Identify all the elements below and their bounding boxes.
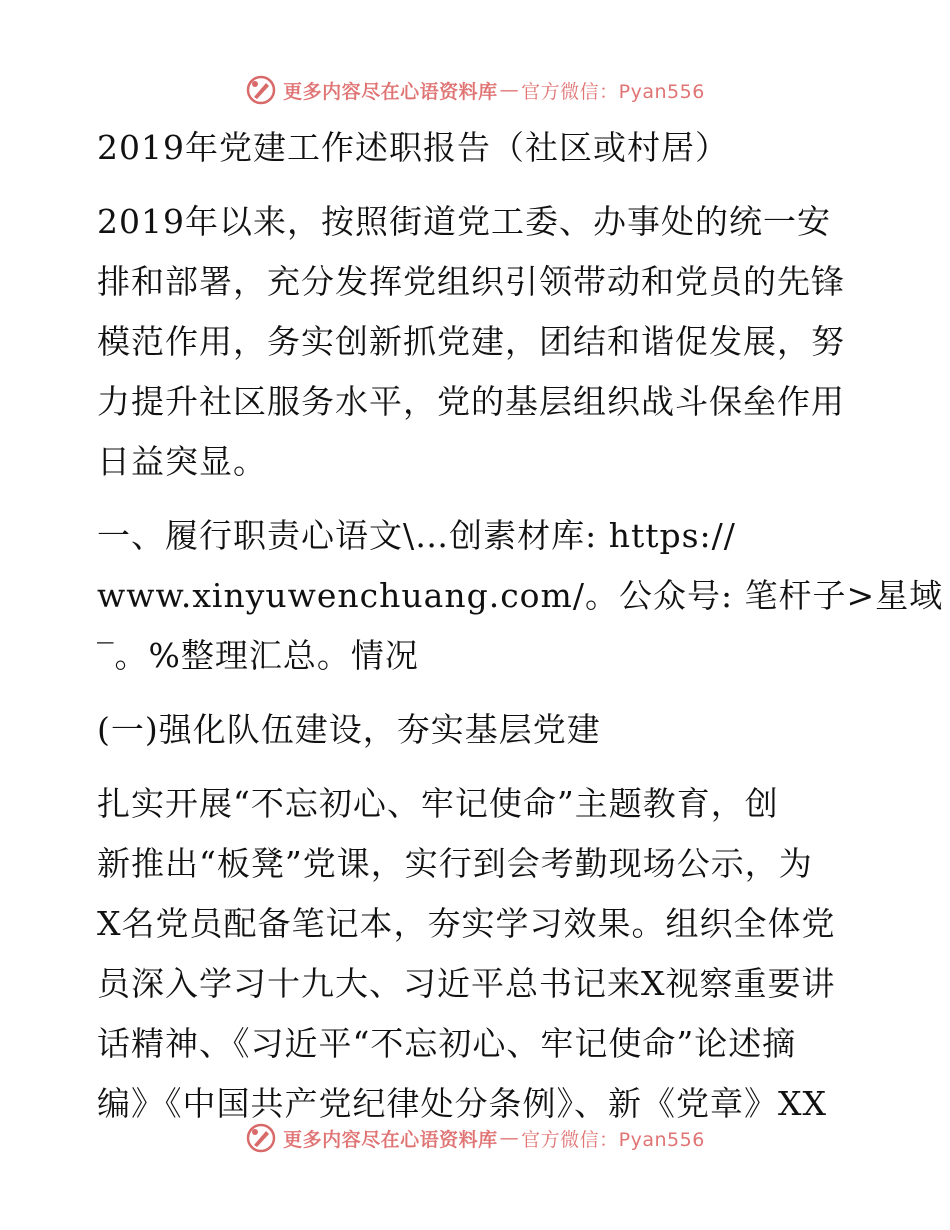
watermark-text: 更多内容尽在心语资料库: [283, 80, 498, 103]
document-body: [97, 118, 944, 1134]
watermark-contact: 官方微信：Pyan556: [521, 80, 705, 103]
text-line: www.xinyuwenchuang.com/。公众号: 笔杆子>星域: [97, 576, 944, 615]
text-line: 员深入学习十九大、习近平总书记来X视察重要讲: [97, 964, 836, 1003]
paragraph-subheading: [97, 700, 857, 760]
watermark-contact: 官方微信：Pyan556: [521, 1128, 705, 1151]
watermark-dash: —: [499, 79, 520, 101]
text-line: (一)强化队伍建设，夯实基层党建: [97, 710, 601, 749]
text-line: 一、履行职责心语文\…创素材库: https://: [97, 516, 736, 555]
text-line: 话精神、《习近平“不忘初心、牢记使命”论述摘: [97, 1024, 797, 1063]
watermark-dash: —: [499, 1127, 520, 1149]
pen-badge-icon: [245, 74, 277, 106]
text-line: ‾。%整理汇总。情况: [97, 636, 419, 675]
document-title: 2019年党建工作述职报告（社区或村居）: [97, 128, 729, 167]
header-watermark: [0, 70, 950, 110]
watermark-text: 更多内容尽在心语资料库: [283, 1128, 498, 1151]
text-line: 日益突显。: [97, 442, 267, 481]
text-line: 力提升社区服务水平，党的基层组织战斗保垒作用: [97, 382, 845, 421]
paragraph-section-heading: [97, 506, 944, 686]
text-line: 2019年以来，按照街道党工委、办事处的统一安: [97, 202, 831, 241]
paragraph-body: [97, 774, 857, 1134]
text-line: 扎实开展“不忘初心、牢记使命”主题教育，创: [97, 784, 779, 823]
pen-badge-icon: [245, 1122, 277, 1154]
text-line: X名党员配备笔记本，夯实学习效果。组织全体党: [97, 904, 836, 943]
paragraph-intro: [97, 192, 857, 492]
text-line: 新推出“板凳”党课，实行到会考勤现场公示，为: [97, 844, 813, 883]
text-line: 模范作用，务实创新抓党建，团结和谐促发展，努: [97, 322, 845, 361]
text-line: 编》《中国共产党纪律处分条例》、新《党章》XX: [97, 1084, 827, 1123]
text-line: 排和部署，充分发挥党组织引领带动和党员的先锋: [97, 262, 845, 301]
footer-watermark: [0, 1118, 950, 1158]
